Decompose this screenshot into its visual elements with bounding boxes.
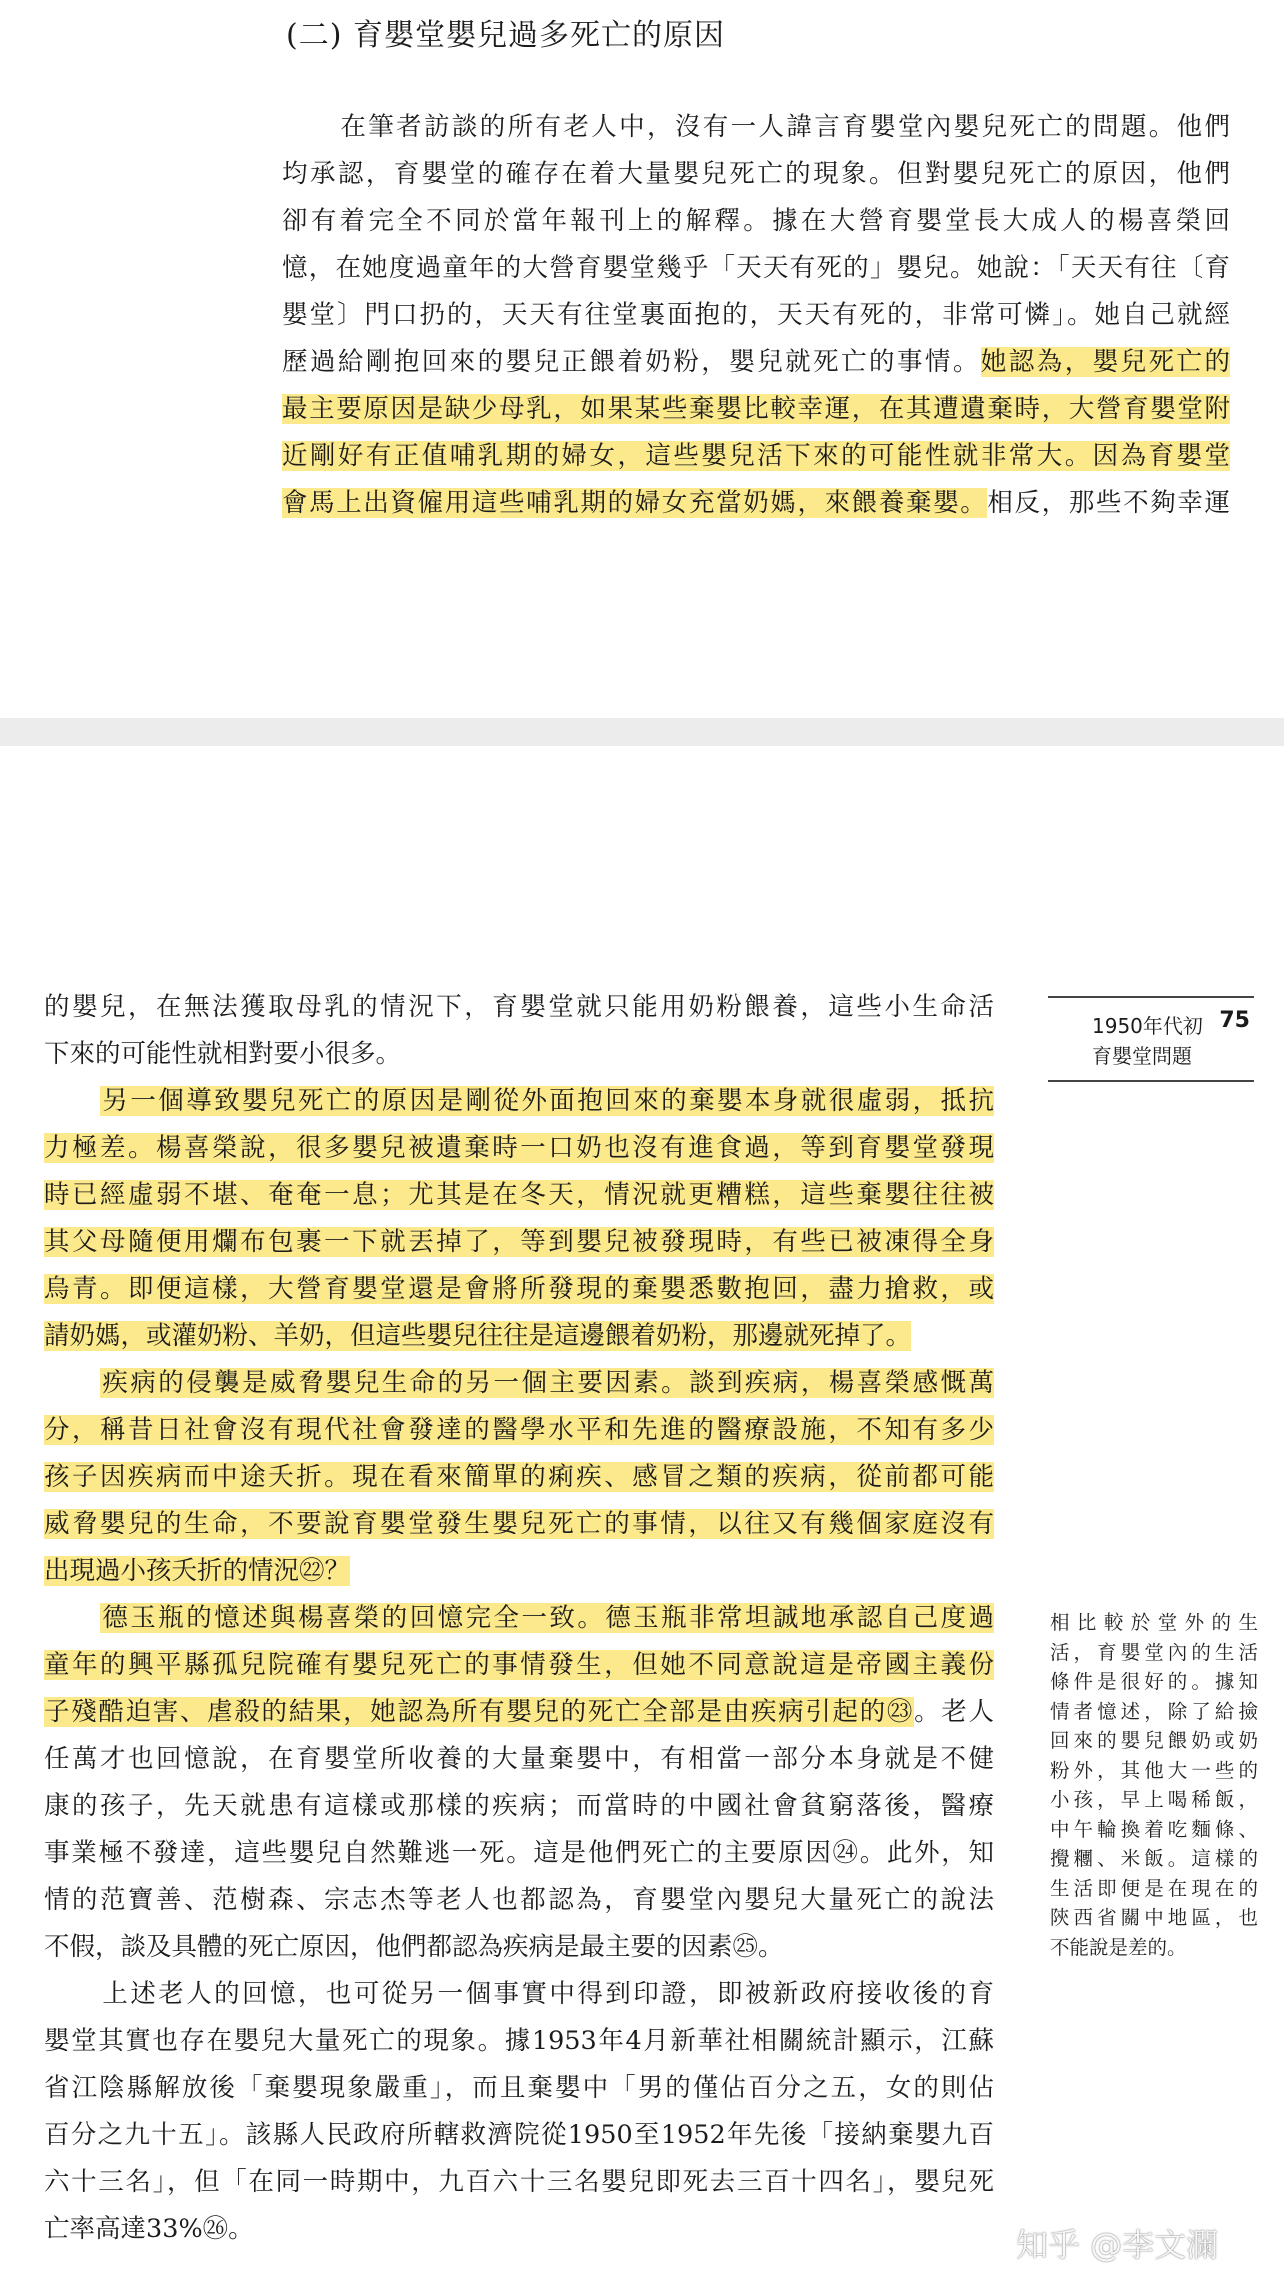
text-line xyxy=(44,1783,994,1830)
text-line xyxy=(44,2159,994,2206)
text-run: 亡率高達33%㉖。 xyxy=(44,2214,254,2244)
text-line xyxy=(44,1219,994,1266)
highlighted-text: 另一個導致嬰兒死亡的原因是剛從外面抱回來的棄嬰本身就很虛弱，抵抗 xyxy=(100,1086,994,1116)
highlighted-text: 請奶媽，或灌奶粉、羊奶，但這些嬰兒往往是這邊餵着奶粉，那邊就死掉了。 xyxy=(44,1321,912,1351)
text-run: 六十三名」，但「在同一時期中，九百六十三名嬰兒即死去三百十四名」，嬰兒死 xyxy=(44,2167,994,2197)
highlighted-text: 會馬上出資僱用這些哺乳期的婦女充當奶媽，來餵養棄嬰。 xyxy=(282,488,988,518)
margin-note-line: 中午輪換着吃麵條、 xyxy=(1050,1817,1258,1841)
text-line xyxy=(44,1360,994,1407)
text-line xyxy=(44,1595,994,1642)
text-line xyxy=(282,292,1230,339)
highlighted-text: 力極差。楊喜榮說，很多嬰兒被遺棄時一口奶也沒有進食過，等到育嬰堂發現 xyxy=(44,1133,994,1163)
text-line xyxy=(282,151,1230,198)
main-text-column xyxy=(44,984,994,2253)
text-run: 上述老人的回憶，也可從另一個事實中得到印證，即被新政府接收後的育 xyxy=(100,1979,994,2009)
text-line xyxy=(44,1548,994,1595)
text-run: 康的孩子，先天就患有這樣或那樣的疾病；而當時的中國社會貧窮落後，醫療 xyxy=(44,1791,994,1821)
margin-note-line: 條件是很好的。據知 xyxy=(1050,1670,1258,1693)
text-line xyxy=(44,1736,994,1783)
text-line xyxy=(44,2206,994,2253)
running-head xyxy=(1048,996,1254,1082)
highlighted-text: 分，稱昔日社會沒有現代社會發達的醫學水平和先進的醫療設施，不知有多少 xyxy=(44,1415,994,1445)
running-head-title: 1950年代初 xyxy=(1092,1014,1203,1038)
upper-page xyxy=(0,0,1284,718)
text-run: 情的范寶善、范樹森、宗志杰等老人也都認為，育嬰堂內嬰兒大量死亡的說法 xyxy=(44,1885,994,1915)
highlighted-text: 孩子因疾病而中途夭折。現在看來簡單的痢疾、感冒之類的疾病，從前都可能 xyxy=(44,1462,994,1492)
margin-note-line: 活，育嬰堂內的生活 xyxy=(1050,1640,1258,1664)
text-line xyxy=(44,1689,994,1736)
highlighted-text: 最主要原因是缺少母乳，如果某些棄嬰比較幸運，在其遭遺棄時，大營育嬰堂附 xyxy=(282,394,1230,424)
text-line xyxy=(44,1031,994,1078)
highlighted-text: 近剛好有正值哺乳期的婦女，這些嬰兒活下來的可能性就非常大。因為育嬰堂 xyxy=(282,441,1230,471)
page-divider xyxy=(0,718,1284,746)
text-line xyxy=(282,386,1230,433)
margin-note-line: 陝西省關中地區，也 xyxy=(1050,1906,1258,1929)
text-line xyxy=(44,1642,994,1689)
margin-note-line: 生活即便是在現在的 xyxy=(1050,1876,1258,1900)
text-line xyxy=(44,1877,994,1924)
highlighted-text: 子殘酷迫害、虐殺的結果，她認為所有嬰兒的死亡全部是由疾病引起的㉓ xyxy=(44,1697,915,1727)
text-line xyxy=(44,2018,994,2065)
page-number: 75 xyxy=(1219,1008,1250,1033)
margin-note-line: 攪糰、米飯。這樣的 xyxy=(1050,1847,1258,1870)
lower-page xyxy=(0,746,1284,2280)
text-line xyxy=(44,1313,994,1360)
upper-paragraph xyxy=(282,104,1230,527)
text-run: 事業極不發達，這些嬰兒自然難逃一死。這是他們死亡的主要原因㉔。此外，知 xyxy=(44,1838,994,1868)
highlighted-text: 童年的興平縣孤兒院確有嬰兒死亡的事情發生，但她不同意說這是帝國主義份 xyxy=(44,1650,994,1680)
margin-note-line: 粉外，其他大一些的 xyxy=(1050,1758,1258,1782)
highlighted-text: 德玉瓶的憶述與楊喜榮的回憶完全一致。德玉瓶非常坦誠地承認自己度過 xyxy=(100,1603,994,1633)
highlighted-text: 烏青。即便這樣，大營育嬰堂還是會將所發現的棄嬰悉數抱回，盡力搶救，或 xyxy=(44,1274,994,1304)
text-run: 均承認，育嬰堂的確存在着大量嬰兒死亡的現象。但對嬰兒死亡的原因，他們 xyxy=(282,159,1230,189)
text-line xyxy=(44,1125,994,1172)
text-run: 相反，那些不夠幸運 xyxy=(987,488,1230,518)
text-line xyxy=(44,1266,994,1313)
text-line xyxy=(282,480,1230,527)
text-line xyxy=(282,245,1230,292)
margin-note-line: 情者憶述，除了給撿 xyxy=(1050,1699,1258,1723)
text-run: 百分之九十五」。該縣人民政府所轄救濟院從1950至1952年先後「接納棄嬰九百 xyxy=(44,2120,994,2150)
highlighted-text: 出現過小孩夭折的情況㉒？ xyxy=(44,1556,351,1586)
text-run: 省江陰縣解放後「棄嬰現象嚴重」，而且棄嬰中「男的僅佔百分之五，女的則佔 xyxy=(44,2073,994,2103)
text-run: 卻有着完全不同於當年報刊上的解釋。據在大營育嬰堂長大成人的楊喜榮回 xyxy=(282,206,1230,236)
text-run: 在筆者訪談的所有老人中，沒有一人諱言育嬰堂內嬰兒死亡的問題。他們 xyxy=(338,112,1230,142)
text-run: 。老人 xyxy=(914,1697,994,1727)
text-run: 不假，談及具體的死亡原因，他們都認為疾病是最主要的因素㉕。 xyxy=(44,1932,784,1962)
text-line xyxy=(282,104,1230,151)
text-run: 憶，在她度過童年的大營育嬰堂幾乎「天天有死的」嬰兒。她說：「天天有往〔育 xyxy=(282,253,1230,283)
highlighted-text: 疾病的侵襲是威脅嬰兒生命的另一個主要因素。談到疾病，楊喜榮感慨萬 xyxy=(100,1368,994,1398)
highlighted-text: 她認為，嬰兒死亡的 xyxy=(980,347,1230,377)
text-line xyxy=(44,1501,994,1548)
text-run: 的嬰兒，在無法獲取母乳的情況下，育嬰堂就只能用奶粉餵養，這些小生命活 xyxy=(44,992,994,1022)
text-line xyxy=(282,433,1230,480)
text-line xyxy=(44,2112,994,2159)
text-line xyxy=(44,1924,994,1971)
text-line xyxy=(44,2065,994,2112)
text-line xyxy=(44,1454,994,1501)
section-title: (二) 育嬰堂嬰兒過多死亡的原因 xyxy=(286,18,725,53)
text-line xyxy=(44,984,994,1031)
text-line xyxy=(44,1172,994,1219)
text-line xyxy=(44,1407,994,1454)
text-run: 嬰堂其實也存在嬰兒大量死亡的現象。據1953年4月新華社相關統計顯示，江蘇 xyxy=(44,2026,994,2056)
text-line xyxy=(44,1830,994,1877)
text-line xyxy=(282,339,1230,386)
running-head-subtitle: 育嬰堂問題 xyxy=(1092,1044,1192,1068)
highlighted-text: 其父母隨便用爛布包裹一下就丟掉了，等到嬰兒被發現時，有些已被凍得全身 xyxy=(44,1227,994,1257)
text-run: 任萬才也回憶說，在育嬰堂所收養的大量棄嬰中，有相當一部分本身就是不健 xyxy=(44,1744,994,1774)
margin-note-line: 小孩，早上喝稀飯， xyxy=(1050,1788,1258,1811)
margin-note-line: 相比較於堂外的生 xyxy=(1050,1611,1258,1634)
margin-note xyxy=(1050,1608,1258,1962)
watermark: 知乎 @李文瀾 xyxy=(1016,2226,1219,2264)
highlighted-text: 威脅嬰兒的生命，不要說育嬰堂發生嬰兒死亡的事情，以往又有幾個家庭沒有 xyxy=(44,1509,994,1539)
highlighted-text: 時已經虛弱不堪、奄奄一息；尤其是在冬天，情況就更糟糕，這些棄嬰往往被 xyxy=(44,1180,994,1210)
margin-note-line: 回來的嬰兒餵奶或奶 xyxy=(1050,1729,1258,1752)
text-line xyxy=(44,1971,994,2018)
text-run: 嬰堂〕門口扔的，天天有往堂裏面抱的，天天有死的，非常可憐」。她自己就經 xyxy=(282,300,1230,330)
text-run: 歷過給剛抱回來的嬰兒正餵着奶粉，嬰兒就死亡的事情。 xyxy=(282,347,981,377)
text-line xyxy=(282,198,1230,245)
text-run: 下來的可能性就相對要小很多。 xyxy=(44,1039,402,1069)
text-line xyxy=(44,1078,994,1125)
margin-note-line: 不能說是差的。 xyxy=(1050,1935,1187,1959)
